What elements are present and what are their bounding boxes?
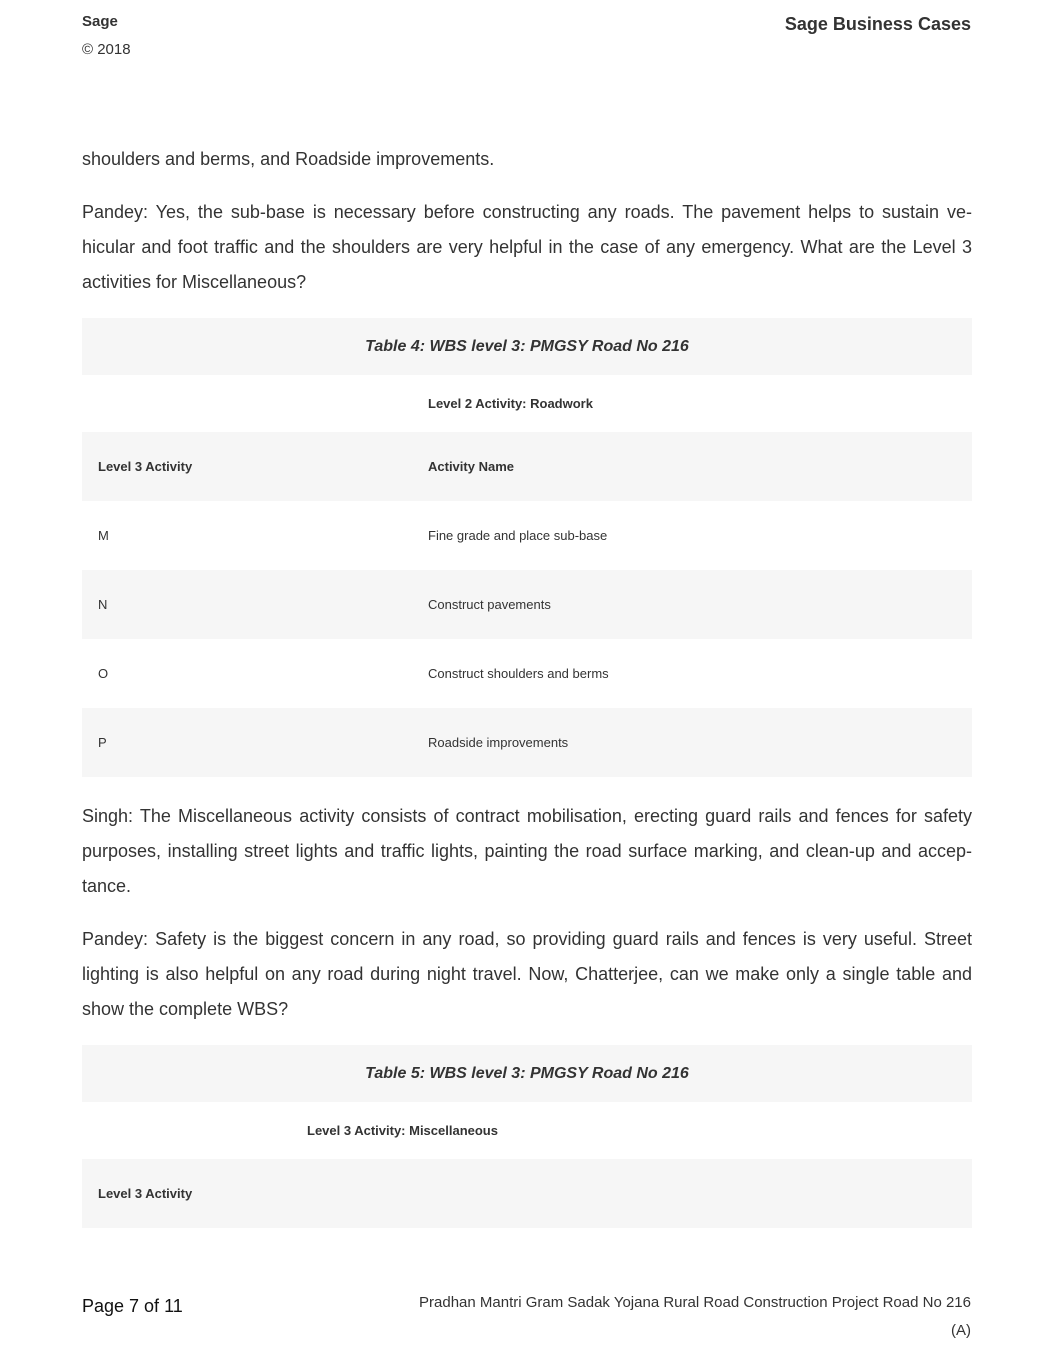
table-group-label-text: Level 3 Activity: Miscellaneous: [307, 1123, 498, 1138]
table-cell: P: [82, 708, 412, 777]
paragraph: shoulders and berms, and Roadside improvements.: [82, 149, 495, 169]
publisher-name: Sage: [82, 13, 118, 30]
column-header: Level 3 Activity: [82, 432, 412, 501]
paragraph: Pandey: Yes, the sub-base is necessary before constructing any roads. The pavement helps to sustain vehicular and foot traffic and the shoulders are very helpful in the case of any emergency. What are the Level 3 activities for Miscellaneous?: [82, 202, 972, 292]
table-cell: Construct shoulders and berms: [412, 639, 972, 708]
table-group-label: Level 2 Activity: Roadwork: [412, 375, 972, 432]
copyright-notice: © 2018: [82, 41, 131, 58]
table-row: [82, 501, 972, 570]
table-5: [82, 1045, 972, 1228]
table-row: [82, 639, 972, 708]
table-caption: Table 5: WBS level 3: PMGSY Road No 216: [82, 1045, 972, 1102]
table-cell: Construct pavements: [412, 570, 972, 639]
paragraph: Singh: The Miscellaneous activity consists of contract mobilisation, erecting guard rails and fences for safety purposes, installing street lights and traffic lights, painting the road surface marking, and clean-up and acceptance.: [82, 806, 972, 896]
table-row: [82, 708, 972, 777]
table-group-label: [307, 1102, 972, 1159]
table-4: [82, 318, 972, 777]
table-cell: Roadside improvements: [412, 708, 972, 777]
product-title: Sage Business Cases: [784, 14, 971, 34]
table-cell: M: [82, 501, 412, 570]
table-caption: Table 4: WBS level 3: PMGSY Road No 216: [82, 318, 972, 375]
table-header-row: [82, 1159, 972, 1228]
document-title-footer: Pradhan Mantri Gram Sadak Yojana Rural Road Construction Project Road No 216 (A): [419, 1294, 971, 1339]
table-cell: O: [82, 639, 412, 708]
column-header: Level 3 Activity: [82, 1159, 412, 1228]
table-cell: Fine grade and place sub-base: [412, 501, 972, 570]
page-number: Page 7 of 11: [82, 1296, 183, 1316]
page-header-left: [82, 12, 131, 60]
table-cell: N: [82, 570, 412, 639]
column-header: Activity Name: [412, 432, 972, 501]
table-row: [82, 570, 972, 639]
paragraph: Pandey: Safety is the biggest concern in any road, so providing guard rails and fences is very useful. Street lighting is also helpful on any road during night travel. Now, Chatterjee, can we make only a single table and show the complete WBS?: [82, 929, 972, 1019]
table-header-row: [82, 432, 972, 501]
document-body: [82, 142, 972, 1250]
